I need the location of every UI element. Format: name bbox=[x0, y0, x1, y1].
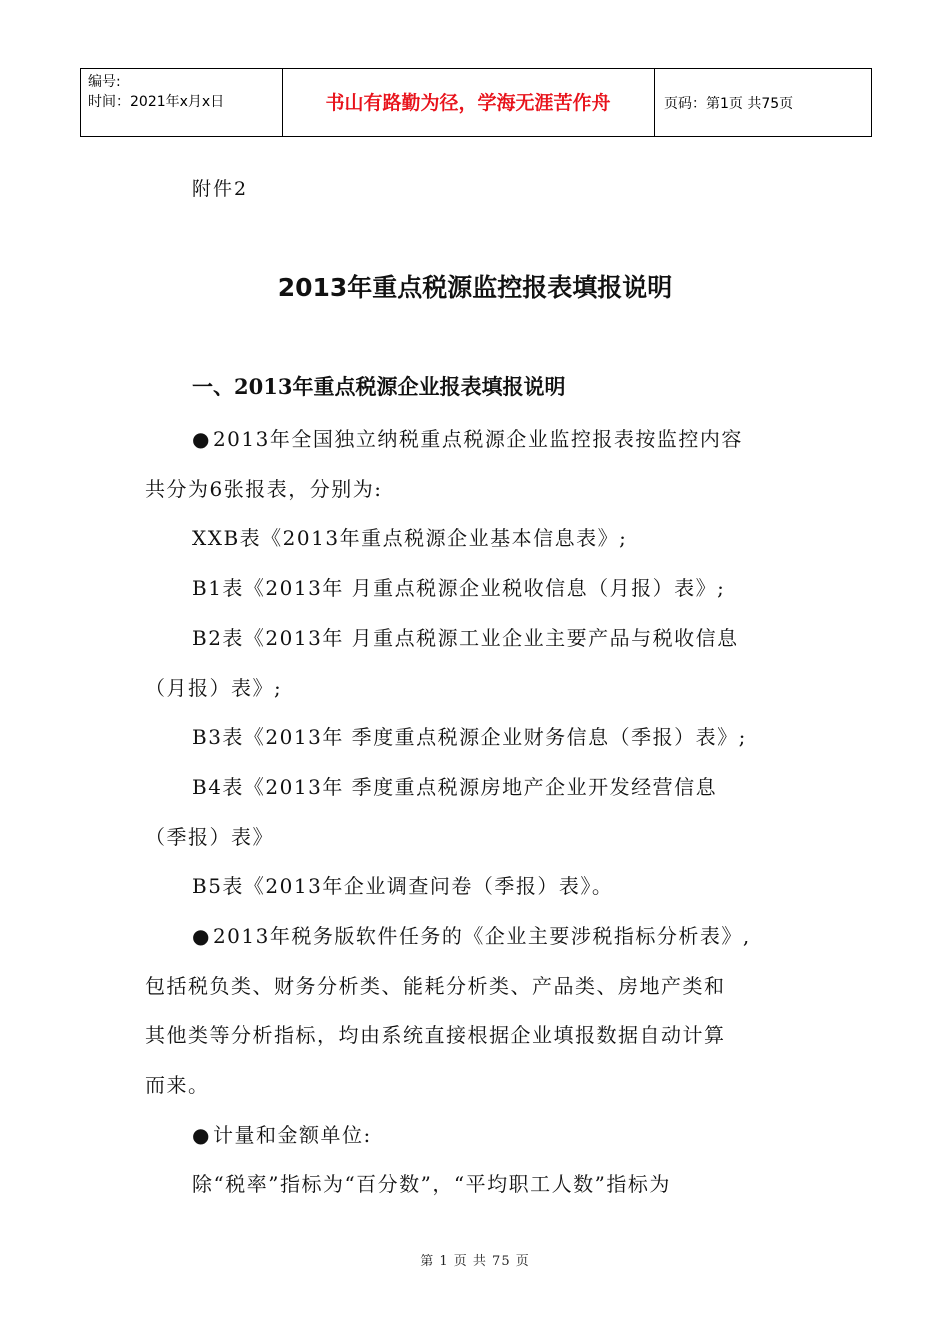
serial-label: 编号: bbox=[88, 74, 121, 90]
paragraph-line: ● 计量和金额单位: bbox=[192, 1123, 372, 1147]
time-label: 时间：2021年x月x日 bbox=[88, 94, 225, 110]
attachment-label: 附件2 bbox=[192, 178, 249, 200]
page-footer: 第 1 页 共 75 页 bbox=[420, 1254, 530, 1269]
paragraph-line: 除“税率”指标为“百分数”，“平均职工人数”指标为 bbox=[192, 1172, 671, 1196]
paragraph-line: B2表《2013年 月重点税源工业企业主要产品与税收信息 bbox=[192, 626, 739, 650]
paragraph-line: （季报）表》 bbox=[145, 825, 274, 849]
paragraph-line: ● 2013年税务版软件任务的《企业主要涉税指标分析表》, bbox=[192, 924, 751, 948]
header-bottom-rule bbox=[80, 136, 872, 137]
document-title: 2013年重点税源监控报表填报说明 bbox=[277, 273, 673, 302]
paragraph-line: 包括税负类、财务分析类、能耗分析类、产品类、房地产类和 bbox=[145, 974, 726, 998]
paragraph-line: B5表《2013年企业调查问卷（季报）表》。 bbox=[192, 874, 614, 898]
paragraph-line: 其他类等分析指标，均由系统直接根据企业填报数据自动计算 bbox=[145, 1023, 726, 1047]
paragraph-line: B1表《2013年 月重点税源企业税收信息（月报）表》; bbox=[192, 576, 726, 600]
paragraph-line: B4表《2013年 季度重点税源房地产企业开发经营信息 bbox=[192, 775, 718, 799]
header-top-rule bbox=[80, 68, 872, 69]
section-title: 一、2013年重点税源企业报表填报说明 bbox=[192, 374, 566, 399]
header-page-info: 页码：第1页 共75页 bbox=[664, 96, 794, 112]
header-border-right bbox=[871, 68, 872, 137]
bullet-icon: ● bbox=[192, 427, 211, 451]
paragraph-line: B3表《2013年 季度重点税源企业财务信息（季报）表》; bbox=[192, 725, 747, 749]
header-border-left bbox=[80, 68, 81, 137]
paragraph-line: 共分为6张报表，分别为: bbox=[145, 477, 383, 501]
paragraph-line: （月报）表》; bbox=[145, 676, 283, 700]
bullet-icon: ● bbox=[192, 924, 211, 948]
bullet-icon: ● bbox=[192, 1123, 211, 1147]
paragraph-line: ● 2013年全国独立纳税重点税源企业监控报表按监控内容 bbox=[192, 427, 743, 451]
header-meta bbox=[88, 72, 224, 112]
header-divider-2 bbox=[654, 68, 655, 137]
paragraph-line: 而来。 bbox=[145, 1073, 210, 1097]
paragraph-line: XXB表《2013年重点税源企业基本信息表》; bbox=[192, 526, 628, 550]
header-motto: 书山有路勤为径，学海无涯苦作舟 bbox=[325, 92, 611, 114]
